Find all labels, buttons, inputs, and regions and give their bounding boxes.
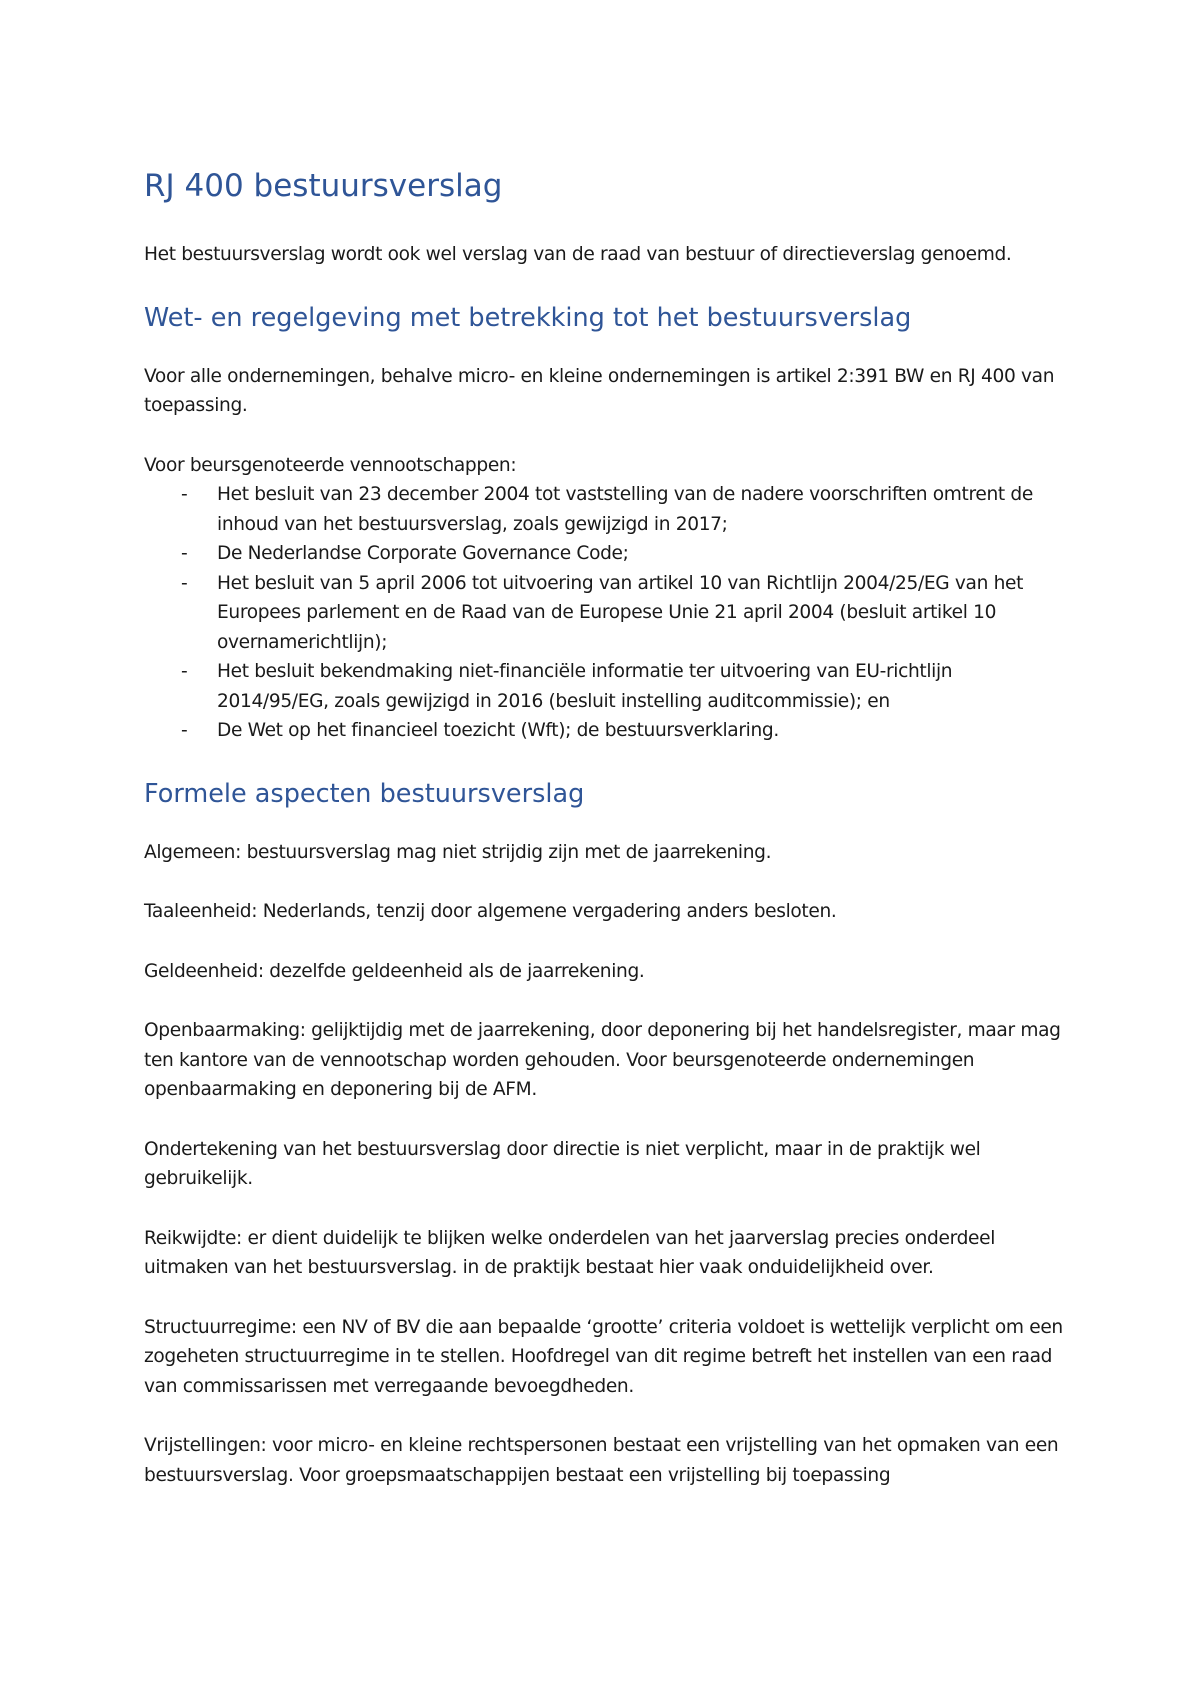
dash-bullet: - (181, 543, 188, 564)
list-item-text: De Nederlandse Corporate Governance Code; (217, 543, 629, 564)
paragraph-ondertekening: Ondertekening van het bestuursverslag door directie is niet verplicht, maar in de praktijk wel gebruikelijk. (144, 1138, 981, 1189)
paragraph-beursgenoteerd: Voor beursgenoteerde vennootschappen: (144, 454, 517, 476)
section-heading-formele-aspecten: Formele aspecten bestuursverslag (144, 778, 585, 809)
list-item (144, 480, 1064, 539)
intro-paragraph: Het bestuursverslag wordt ook wel verslag van de raad van bestuur of directieverslag genoemd. (144, 244, 1012, 265)
list-item (144, 569, 1064, 658)
paragraph-alle-ondernemingen: Voor alle ondernemingen, behalve micro- en kleine ondernemingen is artikel 2:391 BW en RJ 400 van toepassing. (144, 365, 1055, 416)
regulation-list (144, 480, 1064, 746)
paragraph-structuurregime: Structuurregime: een NV of BV die aan bepaalde ‘grootte’ criteria voldoet is wettelijk verplicht om een zogeheten structuurregime in te stellen. Hoofdregel van dit regime betreft het instellen van een raad van commissarissen met verregaande bevoegdheden. (144, 1316, 1063, 1397)
list-item-text: Het besluit van 5 april 2006 tot uitvoering van artikel 10 van Richtlijn 2004/25/EG van het Europees parlement en de Raad van de Europese Unie 21 april 2004 (besluit artikel 10 overnamerichtlijn); (217, 572, 1024, 653)
paragraph-algemeen: Algemeen: bestuursverslag mag niet strijdig zijn met de jaarrekening. (144, 841, 772, 863)
document-page (144, 166, 1064, 1490)
section-heading-wet-regelgeving: Wet- en regelgeving met betrekking tot het bestuursverslag (144, 302, 912, 333)
paragraph-vrijstellingen: Vrijstellingen: voor micro- en kleine rechtspersonen bestaat een vrijstelling van het opmaken van een bestuursverslag. Voor groepsmaatschappijen bestaat een vrijstelling bij toepassing (144, 1435, 1059, 1486)
dash-bullet: - (181, 572, 188, 594)
list-item (144, 716, 1064, 746)
paragraph-geldeenheid: Geldeenheid: dezelfde geldeenheid als de jaarrekening. (144, 960, 645, 982)
dash-bullet: - (181, 484, 188, 505)
dash-bullet: - (181, 720, 188, 741)
paragraph-openbaarmaking: Openbaarmaking: gelijktijdig met de jaarrekening, door deponering bij het handelsregister, maar mag ten kantore van de vennootschap worden gehouden. Voor beursgenoteerde ondernemingen openbaarmaking en deponering bij de AFM. (144, 1020, 1061, 1100)
paragraph-taaleenheid: Taaleenheid: Nederlands, tenzij door algemene vergadering anders besloten. (144, 901, 837, 922)
list-item (144, 657, 1064, 716)
list-item (144, 539, 1064, 569)
list-item-text: Het besluit bekendmaking niet-financiële informatie ter uitvoering van EU-richtlijn 2014/95/EG, zoals gewijzigd in 2016 (besluit instelling auditcommissie); en (217, 661, 953, 712)
document-title: RJ 400 bestuursverslag (144, 168, 503, 204)
list-item-text: Het besluit van 23 december 2004 tot vaststelling van de nadere voorschriften omtrent de inhoud van het bestuursverslag, zoals gewijzigd in 2017; (217, 484, 1033, 535)
list-item-text: De Wet op het financieel toezicht (Wft); de bestuursverklaring. (217, 720, 779, 741)
dash-bullet: - (181, 661, 188, 682)
paragraph-reikwijdte: Reikwijdte: er dient duidelijk te blijken welke onderdelen van het jaarverslag precies onderdeel uitmaken van het bestuursverslag. in de praktijk bestaat hier vaak onduidelijkheid over. (144, 1227, 996, 1278)
